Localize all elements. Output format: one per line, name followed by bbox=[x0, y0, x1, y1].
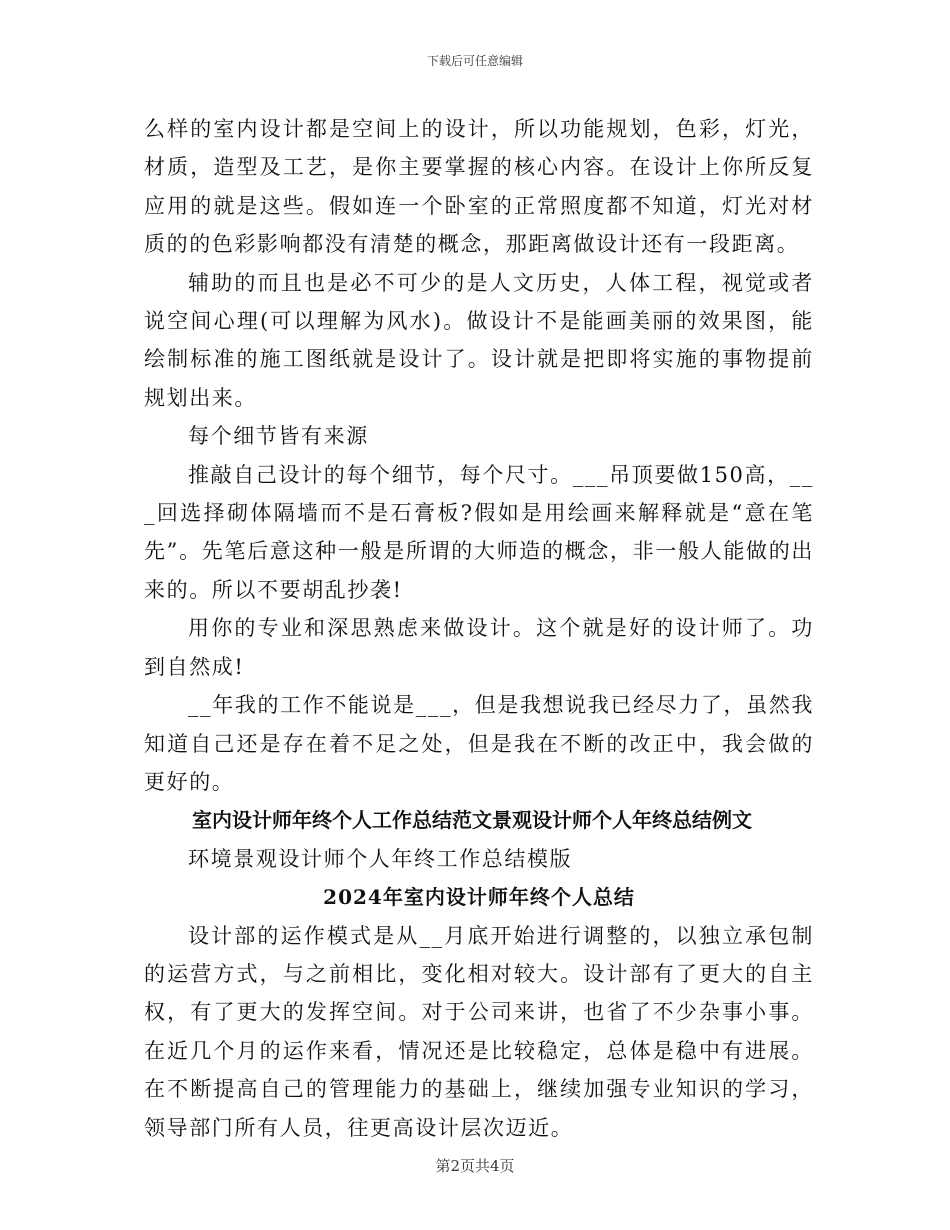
paragraph-design-core: 么样的室内设计都是空间上的设计，所以功能规划，色彩，灯光，材质，造型及工艺，是你主要掌握的核心内容。在设计上你所反复应用的就是这些。假如连一个卧室的正常照度都不知道，灯光对材质的的色彩影响都没有清楚的概念，那距离做设计还有一段距离。 bbox=[144, 117, 814, 257]
page-header-note: 下载后可任意编辑 bbox=[426, 54, 523, 68]
paragraph-department-operation: 设计部的运作模式是从__月底开始进行调整的，以独立承包制的运营方式，与之前相比，变化相对较大。设计部有了更大的自主权，有了更大的发挥空间。对于公司来讲，也省了不少杂事小事。在近几个月的运作来看，情况还是比较稳定，总体是稳中有进展。在不断提高自己的管理能力的基础上，继续加强专业知识的学习，领导部门所有人员，往更高设计层次迈近。 bbox=[144, 923, 814, 1140]
document-body bbox=[144, 110, 814, 1147]
page-number: 第2页共4页 bbox=[435, 1157, 515, 1175]
heading-every-detail: 每个细节皆有来源 bbox=[188, 424, 369, 449]
section-title: 2024年室内设计师年终个人总结 bbox=[323, 885, 635, 910]
paragraph-professional-design: 用你的专业和深思熟虑来做设计。这个就是好的设计师了。功到自然成! bbox=[144, 616, 814, 679]
paragraph-detail-reasoning: 推敲自己设计的每个细节，每个尺寸。___吊顶要做150高，___回选择砌体隔墙而不是石膏板?假如是用绘画来解释就是“意在笔先”。先笔后意这种一般是所谓的大师造的概念，非一般人能做的出来的。所以不要胡乱抄袭! bbox=[144, 462, 814, 602]
paragraph-auxiliary-knowledge: 辅助的而且也是必不可少的是人文历史，人体工程，视觉或者说空间心理(可以理解为风水)。做设计不是能画美丽的效果图，能绘制标准的施工图纸就是设计了。设计就是把即将实施的事物提前规划出来。 bbox=[144, 270, 814, 410]
related-article-subtitle: 环境景观设计师个人年终工作总结模版 bbox=[188, 846, 573, 871]
paragraph-year-summary: __年我的工作不能说是___，但是我想说我已经尽力了，虽然我知道自己还是存在着不足之处，但是我在不断的改正中，我会做的更好的。 bbox=[144, 693, 814, 794]
related-articles-title: 室内设计师年终个人工作总结范文景观设计师个人年终总结例文 bbox=[192, 808, 752, 833]
